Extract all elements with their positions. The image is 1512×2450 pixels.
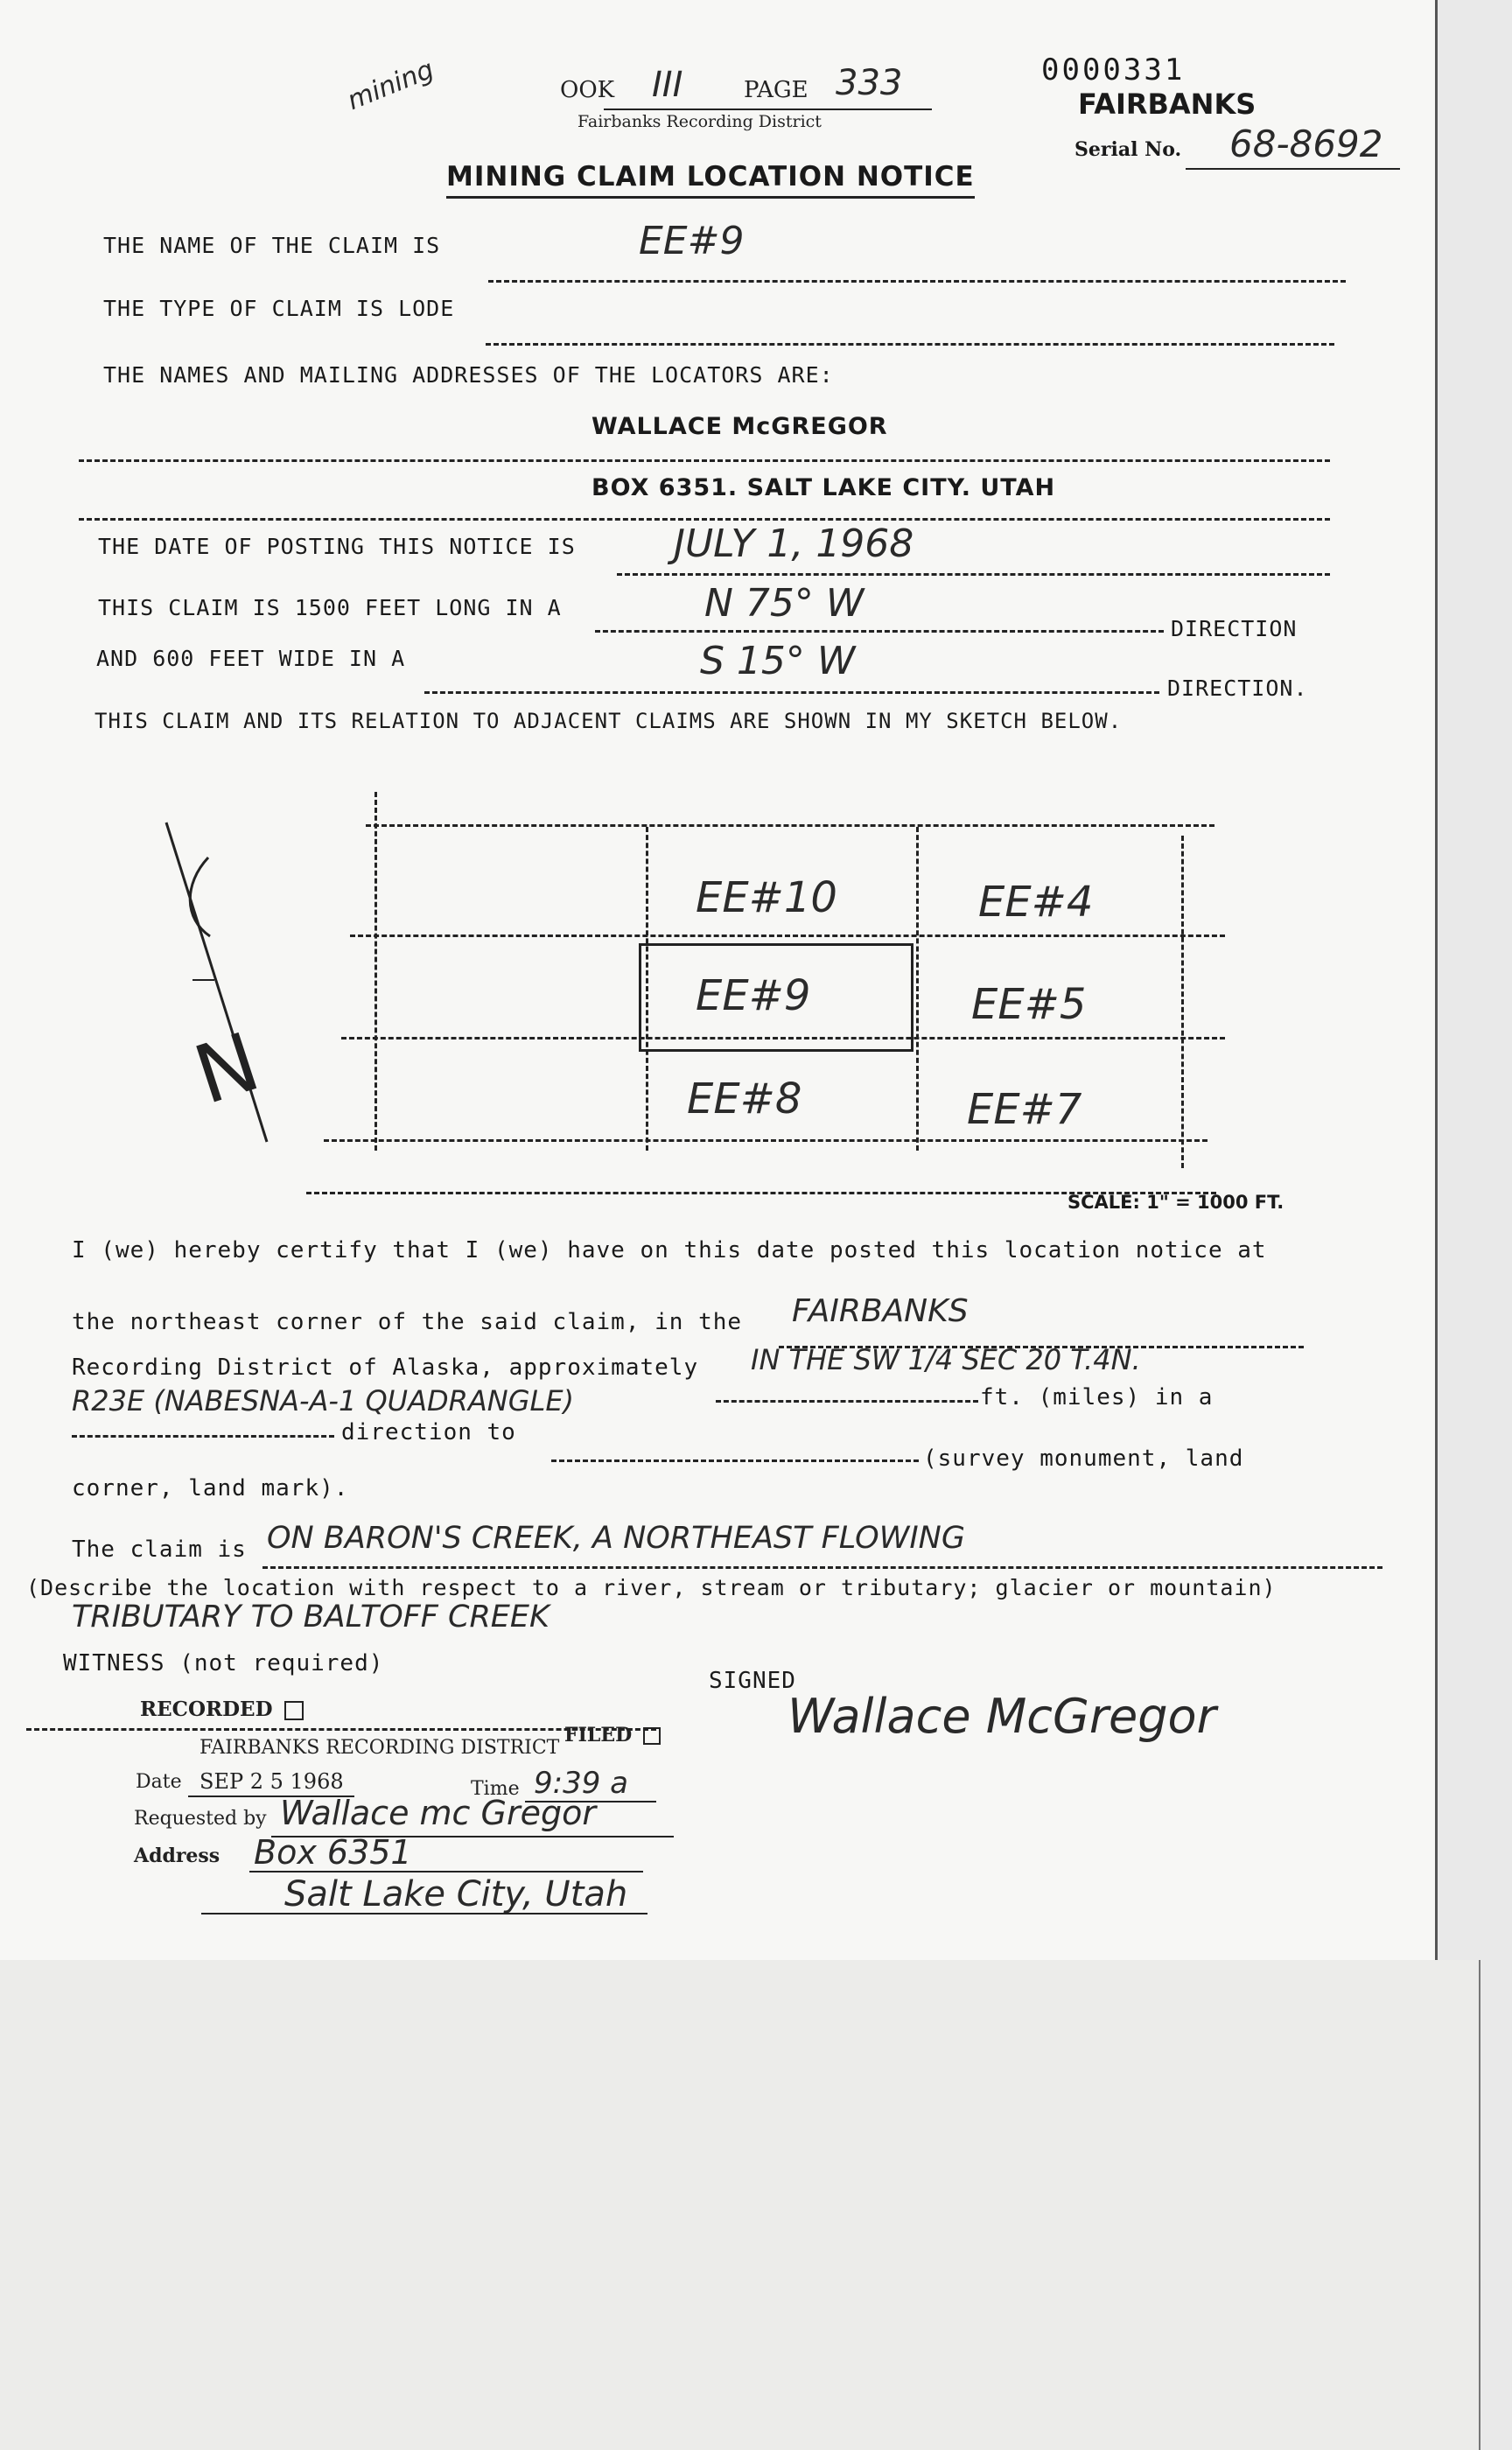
range-line — [72, 1435, 334, 1438]
posting-date-label: THE DATE OF POSTING THIS NOTICE IS — [98, 534, 576, 559]
recorded-checkbox — [284, 1701, 304, 1720]
district-line: Fairbanks Recording District — [578, 112, 822, 131]
claim-label-ee9: EE#9 — [696, 971, 811, 1020]
posting-date-line — [617, 573, 1330, 576]
witness-label: WITNESS (not required) — [63, 1650, 384, 1676]
book-label: OOK — [560, 77, 615, 103]
date-value: SEP 2 5 1968 — [200, 1769, 344, 1794]
time-label: Time — [471, 1778, 520, 1800]
grid-line-h4 — [324, 1139, 1208, 1142]
claim-label-ee5: EE#5 — [971, 980, 1087, 1029]
filed-label: FILED — [564, 1724, 633, 1746]
signature: Wallace McGregor — [788, 1689, 1216, 1744]
locator-address-line — [79, 518, 1330, 521]
length-line — [595, 630, 1164, 633]
width-line — [424, 691, 1159, 694]
length-direction-value: N 75° W — [704, 581, 864, 626]
serial-number: 68-8692 — [1229, 122, 1383, 165]
approx-value: IN THE SW 1/4 SEC 20 T.4N. — [751, 1343, 1141, 1376]
direction-label: DIRECTION — [1171, 616, 1298, 641]
approx-line — [716, 1400, 978, 1403]
claim-name-label: THE NAME OF THE CLAIM IS — [103, 233, 441, 258]
filed-checkbox — [643, 1727, 661, 1745]
claim-type-label: THE TYPE OF CLAIM IS LODE — [103, 296, 455, 321]
grid-line-v3 — [916, 827, 919, 1151]
serial-underline — [1186, 168, 1400, 170]
describe-label: (Describe the location with respect to a river, stream or tributary; glacier or mountain) — [26, 1575, 1277, 1600]
margin-note: mining — [343, 53, 438, 117]
width-direction-value: S 15° W — [700, 639, 856, 683]
signed-label: SIGNED — [709, 1668, 796, 1694]
locator-address: BOX 6351. SALT LAKE CITY. UTAH — [592, 474, 1056, 501]
direction-label-2: DIRECTION. — [1167, 676, 1308, 701]
sketch-label: THIS CLAIM AND ITS RELATION TO ADJACENT CLAIMS ARE SHOWN IN MY SKETCH BELOW. — [94, 709, 1123, 733]
posting-date-value: JULY 1, 1968 — [674, 522, 914, 566]
address-underline-2 — [201, 1913, 648, 1914]
requested-value: Wallace mc Gregor — [280, 1794, 596, 1832]
range-value: R23E (NABESNA-A-1 QUADRANGLE) — [72, 1384, 575, 1418]
claim-label-ee7: EE#7 — [967, 1085, 1082, 1134]
claim-label-ee4: EE#4 — [978, 878, 1094, 927]
grid-line-h2 — [350, 934, 1225, 937]
grid-line-v1 — [374, 792, 377, 1151]
requested-label: Requested by — [134, 1808, 267, 1830]
address-label: Address — [134, 1844, 220, 1867]
claim-description-line — [262, 1566, 1382, 1569]
corner-label: corner, land mark). — [72, 1475, 349, 1502]
recorder-district: FAIRBANKS RECORDING DISTRICT — [200, 1737, 560, 1759]
district-value: FAIRBANKS — [792, 1293, 969, 1329]
length-label: THIS CLAIM IS 1500 FEET LONG IN A — [98, 595, 562, 620]
page-label: PAGE — [744, 77, 808, 103]
survey-label: (survey monument, land — [923, 1446, 1244, 1472]
certify-line-3: Recording District of Alaska, approximately — [72, 1354, 699, 1381]
locator-name: WALLACE McGREGOR — [592, 413, 888, 440]
north-letter: N — [184, 1014, 270, 1124]
certify-line-2: the northeast corner of the said claim, in the — [72, 1309, 743, 1335]
direction-to-line — [551, 1460, 919, 1462]
direction-to-label: direction to — [341, 1419, 516, 1446]
claim-type-line — [486, 343, 1334, 346]
stamp-city: FAIRBANKS — [1078, 88, 1256, 121]
grid-line-v4 — [1181, 836, 1184, 1168]
witness-line — [26, 1728, 656, 1731]
date-label: Date — [136, 1771, 182, 1793]
recorded-label: RECORDED — [140, 1698, 273, 1721]
claim-name-value: EE#9 — [639, 219, 745, 263]
doc-number: 0000331 — [1041, 52, 1186, 88]
scale-label: SCALE: 1" = 1000 FT. — [1068, 1192, 1284, 1213]
page-title: MINING CLAIM LOCATION NOTICE — [446, 161, 975, 199]
locators-label: THE NAMES AND MAILING ADDRESSES OF THE LOCATORS ARE: — [103, 362, 834, 388]
grid-line-h1 — [366, 824, 1214, 827]
address-value-2: Salt Lake City, Utah — [284, 1874, 628, 1914]
serial-label: Serial No. — [1074, 138, 1182, 161]
address-underline-1 — [249, 1871, 643, 1872]
address-value-1: Box 6351 — [254, 1833, 412, 1872]
time-value: 9:39 a — [534, 1766, 628, 1801]
width-label: AND 600 FEET WIDE IN A — [96, 646, 406, 671]
book-page-underline — [604, 108, 932, 110]
claim-name-line — [488, 280, 1346, 283]
locator-name-line — [79, 459, 1330, 462]
claim-label-ee8: EE#8 — [687, 1074, 802, 1124]
claim-is-label: The claim is — [72, 1536, 247, 1563]
claim-description-value-2: TRIBUTARY TO BALTOFF CREEK — [72, 1600, 550, 1634]
book-number: III — [652, 65, 683, 105]
lower-page-edge — [0, 1960, 1480, 2450]
claim-label-ee10: EE#10 — [696, 873, 837, 922]
claim-description-value: ON BARON'S CREEK, A NORTHEAST FLOWING — [267, 1521, 965, 1556]
certify-line-1: I (we) hereby certify that I (we) have on this date posted this location notice at — [72, 1237, 1267, 1264]
ft-label: ft. (miles) in a — [980, 1384, 1214, 1410]
page-number: 333 — [836, 63, 903, 103]
